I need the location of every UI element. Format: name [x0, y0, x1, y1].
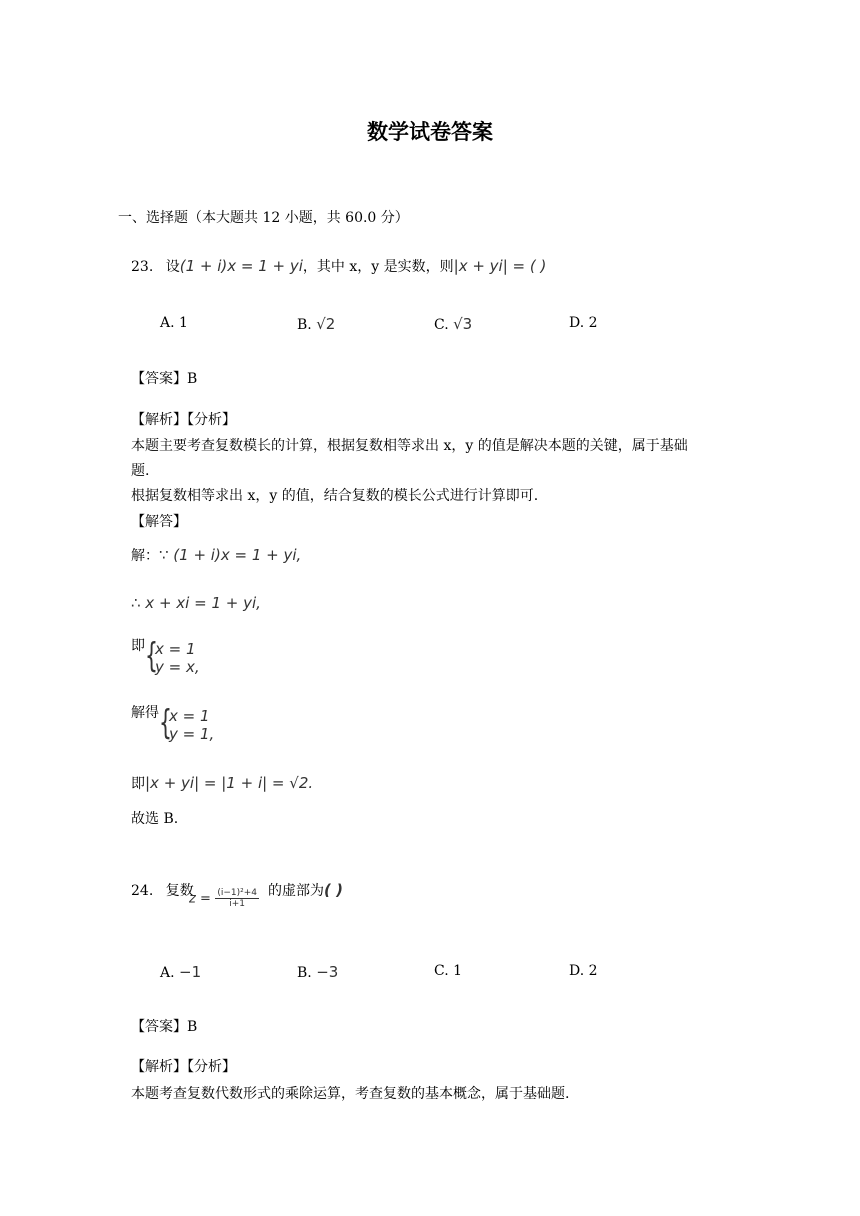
question-ask: |x + yi| = ( ) [453, 257, 547, 275]
solution-conclusion: 故选 B. [131, 811, 179, 827]
answer-line: 【答案】B [131, 1019, 198, 1035]
question-number: 23. [131, 259, 154, 275]
solution-step-3-system: { x = 1 y = x, [145, 636, 200, 676]
question-23 [131, 256, 546, 276]
analysis-tag: 【解析】【分析】 [131, 412, 236, 428]
answer-line: 【答案】B [131, 371, 198, 387]
question-text-pre: 设 [165, 259, 180, 275]
option-a: A. 1 [160, 315, 188, 331]
analysis-text-2: 根据复数相等求出 x，y 的值，结合复数的模长公式进行计算即可. [131, 488, 539, 504]
option-b: B. √2 [297, 315, 336, 333]
solution-step-3-label: 即 [131, 638, 145, 654]
solution-step-4-label: 解得 [131, 705, 159, 721]
question-number: 24. [131, 883, 154, 899]
option-c: C. √3 [434, 315, 473, 333]
section-heading: 一、选择题（本大题共 12 小题，共 60.0 分） [118, 210, 409, 226]
analysis-text: 本题主要考查复数模长的计算，根据复数相等求出 x，y 的值是解决本题的关键，属于基础 [131, 438, 688, 454]
question-24-post: 的虚部为( ) [268, 881, 343, 899]
question-24: 24. 复数 [131, 883, 194, 899]
solution-step-2: ∴ x + xi = 1 + yi, [131, 594, 261, 612]
solution-step-5: 即|x + yi| = |1 + i| = √2. [131, 774, 314, 792]
page-title: 数学试卷答案 [367, 119, 493, 144]
solve-tag: 【解答】 [131, 514, 187, 530]
analysis-text-cont: 题. [131, 463, 150, 479]
option-d: D. 2 [569, 963, 598, 979]
equation: (1 + i)x = 1 + yi [179, 257, 303, 275]
analysis-text: 本题考查复数代数形式的乘除运算，考查复数的基本概念，属于基础题. [131, 1086, 570, 1102]
option-a: A. −1 [160, 963, 202, 981]
solution-step-1: 解：∵ (1 + i)x = 1 + yi, [131, 546, 302, 564]
fraction-expression: z = $\frac{\text{(i−1)²+4}}{i+1}$ [189, 888, 257, 909]
option-b: B. −3 [297, 963, 339, 981]
analysis-tag: 【解析】【分析】 [131, 1059, 236, 1075]
solution-step-4-system: { x = 1 y = 1, [159, 703, 215, 743]
option-d: D. 2 [569, 315, 598, 331]
question-text-mid: ，其中 x，y 是实数，则 [302, 259, 454, 275]
option-c: C. 1 [434, 963, 463, 979]
